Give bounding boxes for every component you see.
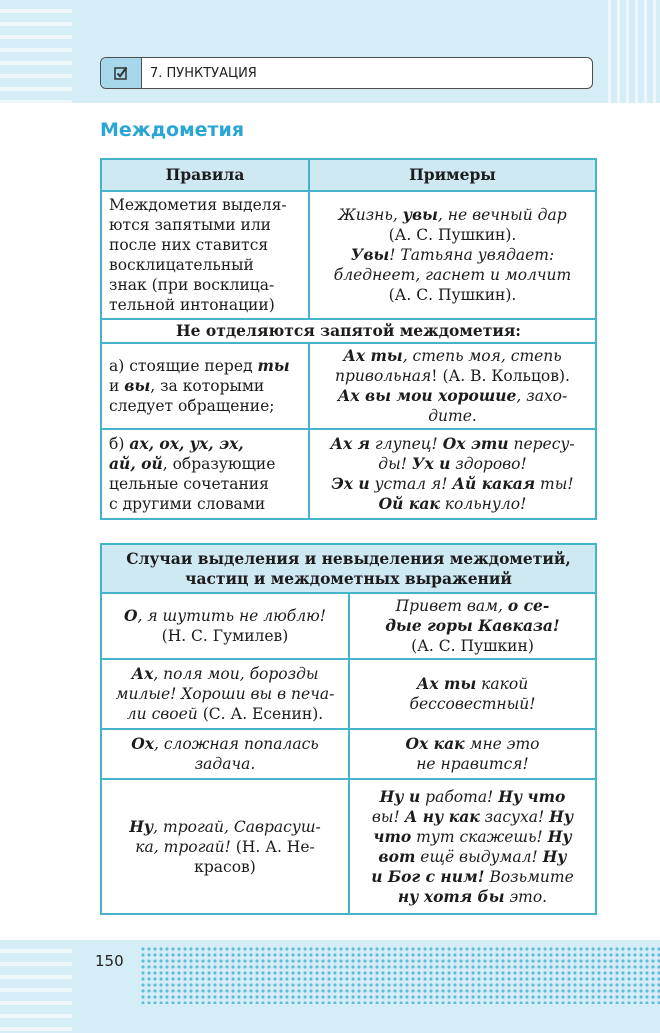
emphasized-text: ты [257, 356, 290, 375]
emphasized-text: Ну [549, 806, 574, 826]
table-row [101, 593, 596, 659]
text-run: (А. С. Пушкин) [411, 637, 534, 655]
table-row [101, 343, 596, 429]
table-row [101, 779, 596, 914]
text-run: бессовестный! [409, 695, 536, 713]
emphasized-text: что [373, 826, 412, 846]
emphasized-text: Ах вы мои хорошие [337, 386, 517, 405]
text-run: , степь моя, степь [402, 347, 562, 365]
text-run: кольнуло! [439, 495, 527, 513]
section-header-bar [100, 57, 593, 89]
page-number: 150 [95, 952, 124, 970]
emphasized-text: Ох [131, 734, 154, 753]
emphasized-text: ах, ох, ух, эх, [129, 434, 244, 453]
text-run: , не вечный дар [437, 206, 567, 224]
text-line [109, 356, 301, 376]
text-run: какой [476, 675, 529, 693]
text-run: красов) [194, 857, 256, 876]
text-run: , трогай, Саврасуш- [153, 817, 321, 836]
text-line [317, 285, 588, 305]
text-line [357, 616, 588, 636]
text-line [109, 606, 341, 626]
text-run: Жизнь, [338, 206, 403, 224]
emphasized-text: Ну [542, 846, 567, 866]
example-cell [309, 429, 596, 519]
text-line [109, 684, 341, 704]
text-run: (А. С. Пушкин). [388, 286, 517, 304]
text-line [109, 734, 341, 754]
text-line [357, 734, 588, 754]
text-line [317, 494, 588, 514]
table-header-row [101, 544, 596, 593]
text-line [317, 366, 588, 386]
text-run: ещё выдумал! [415, 847, 543, 866]
text-line [109, 754, 341, 774]
text-line [357, 636, 588, 656]
table-subheading-row [101, 319, 596, 343]
emphasized-text: Ох как [405, 734, 465, 753]
text-run: , за которыми [150, 377, 265, 395]
rules-column-header: Правила [101, 159, 309, 191]
text-run: вы! [371, 807, 405, 826]
emphasized-text: Ай какая [452, 474, 536, 493]
text-run: милые! Хороши вы в печа- [115, 685, 335, 703]
text-line [109, 837, 341, 857]
text-run: задача. [194, 755, 256, 773]
text-run: знак (при восклица- [109, 276, 275, 294]
text-line [317, 454, 588, 474]
text-run: с другими словами [109, 495, 266, 513]
cases-table-heading [101, 544, 596, 593]
emphasized-text: Ох эти [442, 434, 509, 453]
case-right-cell [349, 593, 596, 659]
emphasized-text: Ах ты [416, 674, 477, 693]
case-left-cell [101, 659, 349, 729]
rule-cell [101, 343, 309, 429]
text-run: ! Татьяна увядает: [389, 246, 555, 264]
text-run: здорово! [450, 455, 527, 473]
page-title: Междометия [100, 119, 245, 141]
text-run: , я шутить не люблю! [137, 607, 326, 625]
text-run: ка, трогай! [135, 837, 231, 856]
top-left-stripes [0, 0, 72, 103]
text-line [357, 887, 588, 907]
text-run: Возьмите [484, 867, 574, 886]
text-line [357, 754, 588, 774]
emphasized-text: Ах [131, 664, 154, 683]
table-row [101, 429, 596, 519]
text-line [109, 235, 301, 255]
text-run: восклицательный [109, 256, 254, 274]
text-line [109, 664, 341, 684]
emphasized-text: ай, ой [109, 454, 163, 473]
case-left-cell [101, 593, 349, 659]
example-cell [309, 343, 596, 429]
table-header-row [101, 159, 596, 191]
text-run: (А. С. Пушкин). [388, 226, 517, 244]
text-line [357, 807, 588, 827]
rule-cell [101, 191, 309, 319]
text-run: , захо- [516, 387, 568, 405]
case-right-cell [349, 779, 596, 914]
bottom-left-stripes [0, 940, 72, 1033]
text-line [109, 195, 301, 215]
text-line [109, 434, 301, 454]
emphasized-text: Ну что [498, 786, 566, 806]
text-run: и [109, 377, 125, 395]
text-line [357, 827, 588, 847]
emphasized-text: Эх и [331, 474, 370, 493]
section-icon-tab [101, 58, 142, 88]
text-line [109, 569, 588, 589]
table-row [101, 729, 596, 779]
emphasized-text: Ну [129, 816, 154, 836]
emphasized-text: вот [378, 846, 416, 866]
text-line [357, 596, 588, 616]
text-line [317, 406, 588, 426]
text-line [109, 396, 301, 416]
text-line [109, 295, 301, 315]
emphasized-text: Ну [547, 826, 572, 846]
table-row [101, 191, 596, 319]
emphasized-text: о се- [507, 596, 550, 615]
text-run: ! (А. В. Кольцов). [431, 367, 570, 385]
text-run: Случаи выделения и невыделения междометий, [126, 548, 571, 568]
text-run: , поля мои, борозды [153, 665, 319, 683]
text-line [109, 817, 341, 837]
text-run: , образующие [162, 455, 276, 473]
examples-column-header: Примеры [309, 159, 596, 191]
text-line [357, 847, 588, 867]
case-right-cell [349, 659, 596, 729]
text-run: глупец! [369, 435, 443, 453]
text-run: (Н. С. Гумилев) [161, 627, 289, 645]
text-line [109, 255, 301, 275]
emphasized-text: дые горы Кавказа! [385, 616, 560, 635]
subheading-cell: Не отделяются запятой междометия: [101, 319, 596, 343]
text-run: устал я! [369, 475, 453, 493]
text-line [109, 454, 301, 474]
emphasized-text: Ах ты [343, 346, 403, 365]
text-run: , сложная попалась [153, 735, 319, 753]
text-line [357, 787, 588, 807]
text-run: Привет вам, [395, 597, 508, 615]
text-line [317, 245, 588, 265]
case-right-cell [349, 729, 596, 779]
text-line [109, 704, 341, 724]
text-line [317, 205, 588, 225]
text-line [357, 674, 588, 694]
dotted-pattern [140, 946, 660, 1004]
text-run: (С. А. Есенин). [197, 705, 324, 723]
cases-table [100, 543, 597, 915]
text-line [317, 386, 588, 406]
text-line [357, 694, 588, 714]
text-run: привольная [335, 367, 432, 385]
text-run: не нравится! [416, 755, 529, 773]
text-run: ли своей [126, 705, 198, 723]
text-run: (Н. А. Не- [230, 837, 315, 856]
emphasized-text: Ну и [379, 786, 421, 806]
text-line [317, 434, 588, 454]
emphasized-text: Ах я [330, 434, 370, 453]
text-run: а) стоящие перед [109, 357, 258, 375]
text-line [317, 225, 588, 245]
text-run: тельной интонации) [109, 296, 275, 314]
text-line [357, 867, 588, 887]
text-line [109, 275, 301, 295]
section-title: 7. ПУНКТУАЦИЯ [150, 65, 257, 81]
text-run: тут скажешь! [411, 827, 548, 846]
text-run: Междометия выделя- [109, 196, 287, 214]
text-line [317, 346, 588, 366]
text-line [109, 474, 301, 494]
text-run: ются запятыми или [109, 216, 271, 234]
text-run: частиц и междометных выражений [185, 568, 512, 588]
text-run: б) [109, 435, 130, 453]
text-line [109, 626, 341, 646]
text-run: после них ставится [109, 236, 269, 254]
emphasized-text: ну хотя бы [397, 886, 505, 906]
emphasized-text: увы [402, 205, 438, 224]
text-run: ды! [378, 455, 412, 473]
emphasized-text: О [123, 606, 138, 625]
text-run: мне это [464, 735, 540, 753]
text-line [317, 265, 588, 285]
text-line [109, 494, 301, 514]
emphasized-text: и Бог с ним! [371, 866, 485, 886]
text-run: бледнеет, гаснет и молчит [333, 266, 572, 284]
text-run: ты! [535, 475, 574, 493]
text-run: пересу- [508, 435, 575, 453]
text-line [109, 857, 341, 877]
text-run: это. [504, 887, 548, 906]
table-row [101, 659, 596, 729]
text-run: работа! [420, 787, 499, 806]
text-line [109, 549, 588, 569]
emphasized-text: Ой как [378, 494, 440, 513]
top-right-stripes [602, 0, 660, 103]
emphasized-text: Увы [350, 245, 390, 264]
text-line [109, 376, 301, 396]
text-run: дите. [428, 407, 477, 425]
rules-table [100, 158, 597, 520]
case-left-cell [101, 729, 349, 779]
text-run: следует обращение; [109, 397, 275, 415]
emphasized-text: А ну как [404, 806, 480, 826]
rule-cell [101, 429, 309, 519]
case-left-cell [101, 779, 349, 914]
emphasized-text: вы [124, 376, 151, 395]
check-square-icon [113, 65, 129, 81]
text-line [317, 474, 588, 494]
emphasized-text: Ух и [411, 454, 451, 473]
example-cell [309, 191, 596, 319]
text-run: цельные сочетания [109, 475, 269, 493]
text-line [109, 215, 301, 235]
text-run: засуха! [479, 807, 550, 826]
